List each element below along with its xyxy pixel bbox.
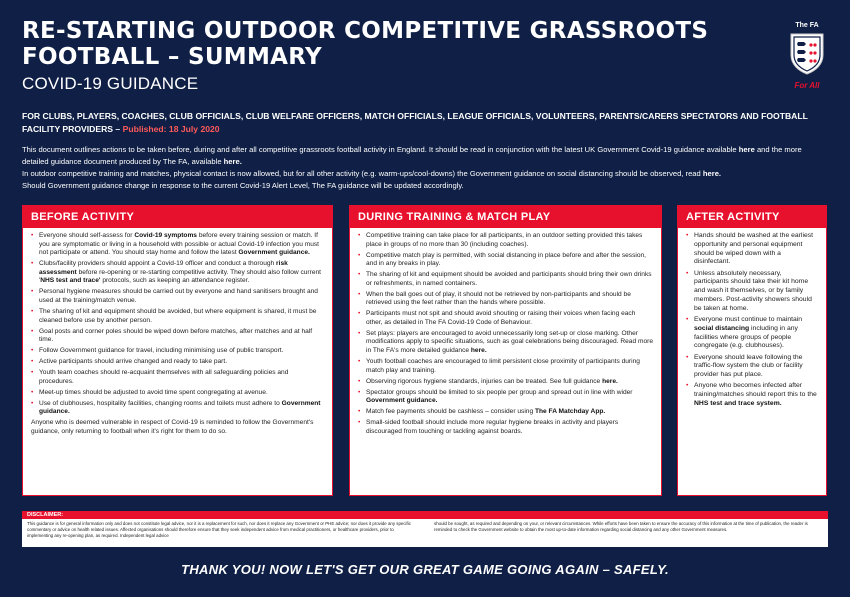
list-item: [686, 382, 818, 408]
item-text: Set plays: players are encouraged to avoid unnecessarily long set-up or close marking. Other modifications apply to specific situations, such as goal celebrations being discouraged. Read more in The FA's more detailed guidance: [366, 329, 653, 355]
list-item: • Youth team coaches should re-acquaint themselves with all safeguarding policies and procedures.: [31, 369, 324, 386]
intro-paragraph-1: [22, 144, 828, 168]
detailed-guidance-link[interactable]: here.: [470, 347, 487, 355]
intro-paragraph-2: [22, 168, 828, 180]
list-item: • Competitive training can take place for all participants, in an outdoor setting provided this takes place in groups of no more than 30 (including coaches).: [358, 232, 653, 249]
list-item: • Participants must not spit and should avoid shouting or raising their voices when facing each other, as detailed in The FA Covid-19 Code of Behaviour.: [358, 310, 653, 327]
item-text: Everyone must continue to maintain: [694, 315, 803, 323]
after-activity-panel: [677, 205, 827, 496]
item-text: Anyone who becomes infected after training/matches should report this to the: [694, 382, 817, 399]
after-activity-list: [678, 228, 826, 415]
logo-name: The FA: [795, 22, 819, 29]
list-item: • Everyone should leave following the traffic-flow system the club or facility provider has put place.: [686, 354, 818, 380]
item-text: before re-opening or re-starting competitive activity. They should also follow current ': [39, 268, 321, 285]
matchday-app-link[interactable]: The FA Matchday App.: [534, 408, 606, 416]
list-item: • Competitive match play is permitted, with social distancing in place before and after the session, and in any breaks in play.: [358, 252, 653, 269]
item-text: Use of clubhouses, hospitality facilities, changing rooms and toilets must adhere to: [39, 399, 280, 407]
list-item: • Meet-up times should be adjusted to avoid time spent congregating at avenue.: [31, 389, 324, 398]
footer-thanks: THANK YOU! NOW LET'S GET OUR GREAT GAME GOING AGAIN – SAFELY.: [181, 562, 669, 577]
list-item: [31, 232, 324, 258]
covid-symptoms-link[interactable]: Covid-19 symptoms: [134, 232, 197, 239]
item-text: Match fee payments should be cashless – consider using: [366, 408, 534, 416]
intro-p2-text: In outdoor competitive training and matches, physical contact is now allowed, but for all other activity (e.g. warm-ups/cool-downs) the Government guidance on social distancing should be observed, read: [22, 169, 701, 178]
item-text: Observing rigorous hygiene standards, injuries can be treated. See full guidance: [366, 377, 601, 385]
fa-guidance-link[interactable]: here.: [223, 157, 242, 166]
nhs-test-trace-link[interactable]: NHS test and trace': [40, 277, 101, 285]
list-item: [358, 408, 653, 417]
list-item: • Follow Government guidance for travel, including minimising use of public transport.: [31, 347, 324, 356]
page-title: [22, 18, 762, 70]
before-activity-list: [23, 228, 332, 443]
government-guidance-link[interactable]: Government guidance.: [39, 399, 321, 416]
list-item: • The sharing of kit and equipment should be avoided, but where equipment is shared, it must be cleaned before use by another person.: [31, 308, 324, 325]
intro-paragraph-3: Should Government guidance change in response to the current Covid-19 Alert Level, The FA guidance will be updated accordingly.: [22, 181, 464, 190]
logo-tagline: For All: [794, 81, 820, 90]
during-activity-list: [350, 228, 661, 443]
title-line-2: FOOTBALL – SUMMARY: [22, 44, 322, 70]
list-item: [31, 400, 324, 417]
before-activity-panel: [22, 205, 333, 496]
disclaimer-col-2: should be sought, as required and depending on your, or relevant circumstances. While efforts have been taken to ensure the accuracy of this information at the time of publication, the reader is reminded to check the Government website to obtain the most up-to-date information regarding social distancing and any other Government measures.: [434, 521, 808, 532]
list-item: • Youth football coaches are encouraged to limit persistent close proximity of participants during match play and training.: [358, 358, 653, 375]
intro-p1-text-a: This document outlines actions to be taken before, during and after all competitive grassroots football activity in England. It should be read in conjunction with the latest UK Government Covid-19 guidance available: [22, 145, 737, 154]
item-text: Spectator groups should be limited to six people per group and spread out in line with wider: [366, 388, 633, 396]
list-item: • When the ball goes out of play, it should not be retrieved by non-participants and should be retrieved using the feet rather than the hands where possible.: [358, 291, 653, 308]
list-item: • Personal hygiene measures should be carried out by everyone and hand sanitisers brought and used at the training/match venue.: [31, 288, 324, 305]
disclaimer-box: [22, 511, 828, 547]
panel-heading: AFTER ACTIVITY: [678, 206, 826, 228]
list-item: [358, 330, 653, 356]
item-text: including in any facilities where groups of people congregate (e.g. clubhouses).: [694, 324, 798, 350]
item-text: protocols, such as keeping an attendance register.: [102, 277, 250, 285]
intro-p1-text-b: and the more detailed guidance document produced by The FA, available: [22, 145, 802, 166]
government-guidance-link[interactable]: Government guidance.: [366, 397, 438, 405]
full-guidance-link[interactable]: here.: [602, 377, 618, 385]
item-text: Clubs/facility providers should appoint a Covid-19 officer and conduct a thorough: [39, 260, 275, 268]
list-item: Anyone who is deemed vulnerable in respect of Covid-19 is reminded to follow the Government's guidance, only returning to football when it's right for them to do so.: [31, 419, 314, 435]
list-item: [686, 316, 818, 351]
title-line-1: RE-STARTING OUTDOOR COMPETITIVE GRASSROOTS: [22, 18, 709, 44]
intro-text: [22, 144, 828, 192]
list-item: [358, 389, 653, 406]
risk-assessment-link[interactable]: risk assessment: [39, 260, 288, 276]
item-text: Everyone should self-assess for: [39, 232, 133, 239]
disclaimer-columns: [22, 519, 828, 540]
list-item: • Hands should be washed at the earliest opportunity and personal equipment should be wiped down with a disinfectant.: [686, 232, 818, 267]
disclaimer-col-1: This guidance is for general information only and does not constitute legal advice, nor it is a replacement for such, nor does it replace any Government or PHE advice; nor does it provide any specific commentary or advice on health related issues. Affected organisations should therefore ensure that they seek independent advice from medical practitioners, or healthcare providers, prior to implementing any re-opening plan, as required. Independent legal advice: [27, 521, 411, 538]
social-distancing-link[interactable]: here.: [702, 169, 722, 178]
nhs-test-trace-link[interactable]: NHS test and trace system.: [694, 399, 782, 407]
page-header: [22, 18, 762, 94]
list-item: • Goal posts and corner poles should be wiped down before matches, after matches and at half time.: [31, 328, 324, 345]
audience-statement: [22, 110, 822, 136]
social-distancing-link[interactable]: social distancing: [694, 324, 750, 332]
disclaimer-heading: DISCLAIMER:: [22, 511, 828, 519]
fa-logo: [786, 22, 828, 90]
published-date: Published: 18 July 2020: [122, 124, 220, 134]
during-activity-panel: [349, 205, 662, 496]
list-item: • The sharing of kit and equipment should be avoided and participants should bring their own drinks or refreshments, in named containers.: [358, 271, 653, 288]
government-guidance-link[interactable]: Government guidance.: [238, 249, 310, 257]
panel-heading: BEFORE ACTIVITY: [23, 206, 332, 228]
item-text: before every training session or match. If you are symptomatic or living in a household with possible or actual Covid-19 infection you must not participate or attend. You should stay home and follow the latest: [39, 232, 320, 257]
audience-text: FOR CLUBS, PLAYERS, COACHES, CLUB OFFICIALS, CLUB WELFARE OFFICERS, MATCH OFFICIALS, LEAGUE OFFICIALS, VOLUNTEERS, PARENTS/CARERS SPECTATORS AND FOOTBALL FACILITY PROVIDERS –: [22, 111, 808, 134]
list-item: [31, 260, 324, 286]
list-item: [358, 378, 653, 387]
panel-heading: DURING TRAINING & MATCH PLAY: [350, 206, 661, 228]
list-item: • Small-sided football should include more regular hygiene breaks in activity and players discouraged from touching or tackling against boards.: [358, 419, 653, 436]
list-item: • Active participants should arrive changed and ready to take part.: [31, 358, 324, 367]
three-lions-crest-icon: [788, 31, 826, 75]
page-subtitle: COVID-19 GUIDANCE: [22, 74, 199, 93]
government-guidance-link[interactable]: here: [738, 145, 755, 154]
list-item: • Unless absolutely necessary, participants should take their kit home and wash it themselves, or by family members. Post-activity showers should be taken at home.: [686, 270, 818, 314]
